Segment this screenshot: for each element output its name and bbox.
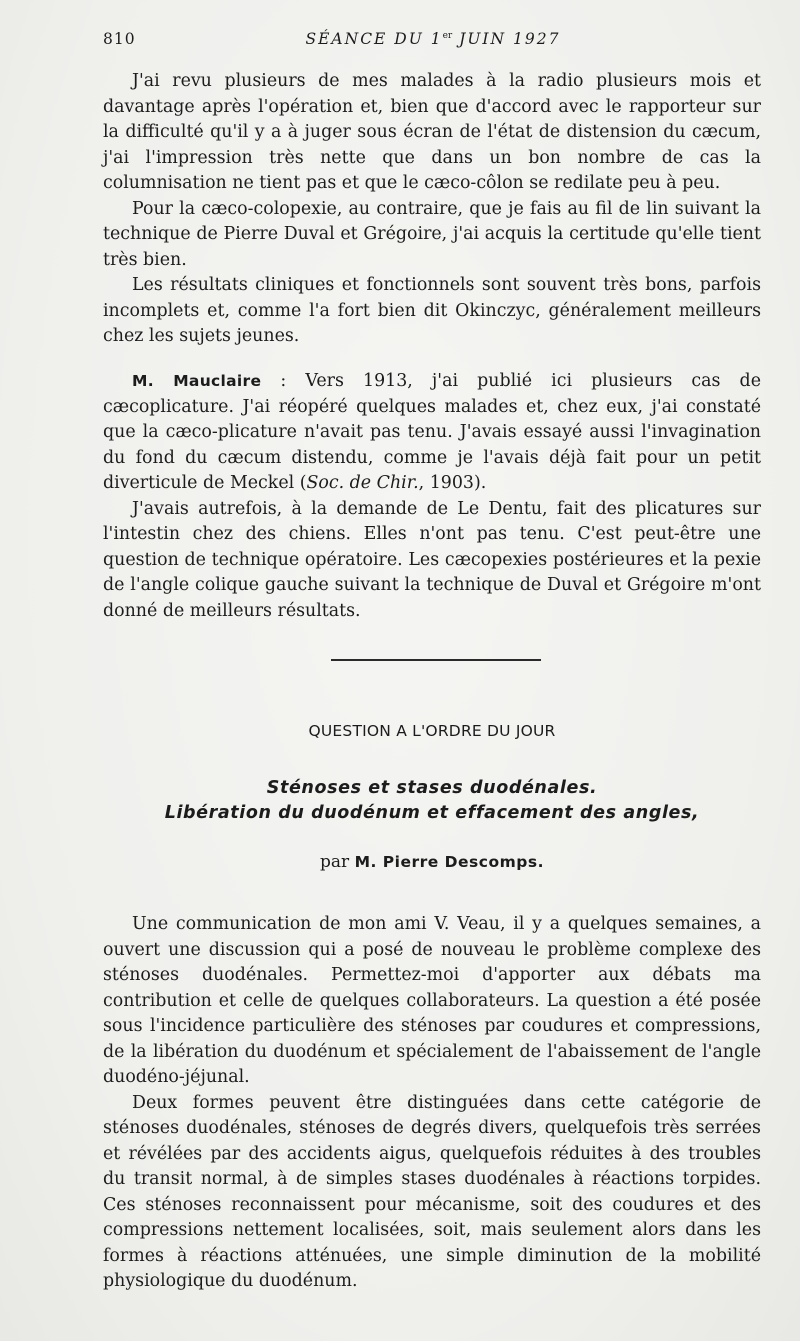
article-body xyxy=(103,912,761,1295)
paragraph: J'ai revu plusieurs de mes malades à la radio plusieurs mois et davantage après l'opération et, bien que d'accord avec le rapporteur sur la difficulté qu'il y a à juger sous écran de l'état de distension du cæcum, j'ai l'impression très nette que dans un bon nombre de cas la columnisation ne tient pas et que le cæco-côlon se redilate peu à peu. xyxy=(103,71,761,193)
page-header xyxy=(103,30,763,52)
running-head-suffix: JUIN 1927 xyxy=(452,30,561,48)
running-head-prefix: SÉANCE DU 1 xyxy=(305,30,443,48)
paragraph: Les résultats cliniques et fonctionnels sont souvent très bons, parfois incomplets et, comme l'a fort bien dit Okinczyc, généralement meilleurs chez les sujets jeunes. xyxy=(103,275,761,346)
section-heading: QUESTION A L'ORDRE DU JOUR xyxy=(308,722,556,740)
discussion-text-block xyxy=(103,69,761,350)
byline xyxy=(103,852,761,872)
running-head xyxy=(103,30,763,48)
paragraph: Pour la cæco-colopexie, au contraire, que je fais au fil de lin suivant la technique de Pierre Duval et Grégoire, j'ai acquis la certitude qu'elle tient très bien. xyxy=(103,198,761,270)
article-title-line-2: Libération du duodénum et effacement des angles, xyxy=(164,803,700,823)
paragraph: J'avais autrefois, à la demande de Le Dentu, fait des plicatures sur l'intestin chez des chiens. Elles n'ont pas tenu. C'est peut-être une question de technique opératoire. Les cæcopexies postérieures et la pexie de l'angle colique gauche suivant la technique de Duval et Grégoire m'ont donné de meilleurs résultats. xyxy=(103,498,761,621)
speaker-name: M. Mauclaire xyxy=(132,372,262,390)
paragraph: Deux formes peuvent être distinguées dans cette catégorie de sténoses duodénales, sténoses de degrés divers, quelquefois très serrées et révélées par des accidents aigus, quelquefois réduites à des troubles du transit normal, à de simples stases duodénales à réactions torpides. Ces sténoses reconnaissent pour mécanisme, soit des coudures et des compressions nettement localisées, soit, mais seulement alors dans les formes à réactions atténuées, une simple diminution de la mobilité physiologique du duodénum. xyxy=(103,1092,761,1291)
running-head-sup: er xyxy=(442,31,453,41)
paragraph-text-end: , 1903). xyxy=(418,473,487,493)
paragraph-text: : Vers 1913, j'ai publié ici plusieurs cas de cæcoplicature. J'ai réopéré quelques malades et, chez eux, j'ai constaté que la cæco-plicature n'avait pas tenu. J'avais essayé aussi l'invagination du fond du cæcum distendu, comme je l'avais déjà fait pour un petit diverticule de Meckel ( xyxy=(103,371,761,493)
author-name: M. Pierre Descomps. xyxy=(354,853,544,871)
article-title-line-1: Sténoses et stases duodénales. xyxy=(266,778,598,798)
paragraph: Une communication de mon ami V. Veau, il y a quelques semaines, a ouvert une discussion qui a posé de nouveau le problème complexe des sténoses duodénales. Permettez-moi d'apporter aux débats ma contribution et celle de quelques collaborateurs. La question a été posée sous l'incidence particulière des sténoses par coudures et compressions, de la libération du duodénum et spécialement de l'abaissement de l'angle duodéno-jéjunal. xyxy=(103,914,761,1087)
page-number: 810 xyxy=(103,30,136,48)
citation: Soc. de Chir. xyxy=(306,473,419,493)
byline-prefix: par xyxy=(320,852,355,872)
paragraph xyxy=(103,369,761,497)
mauclaire-remarks xyxy=(103,369,761,624)
section-divider xyxy=(331,659,541,661)
